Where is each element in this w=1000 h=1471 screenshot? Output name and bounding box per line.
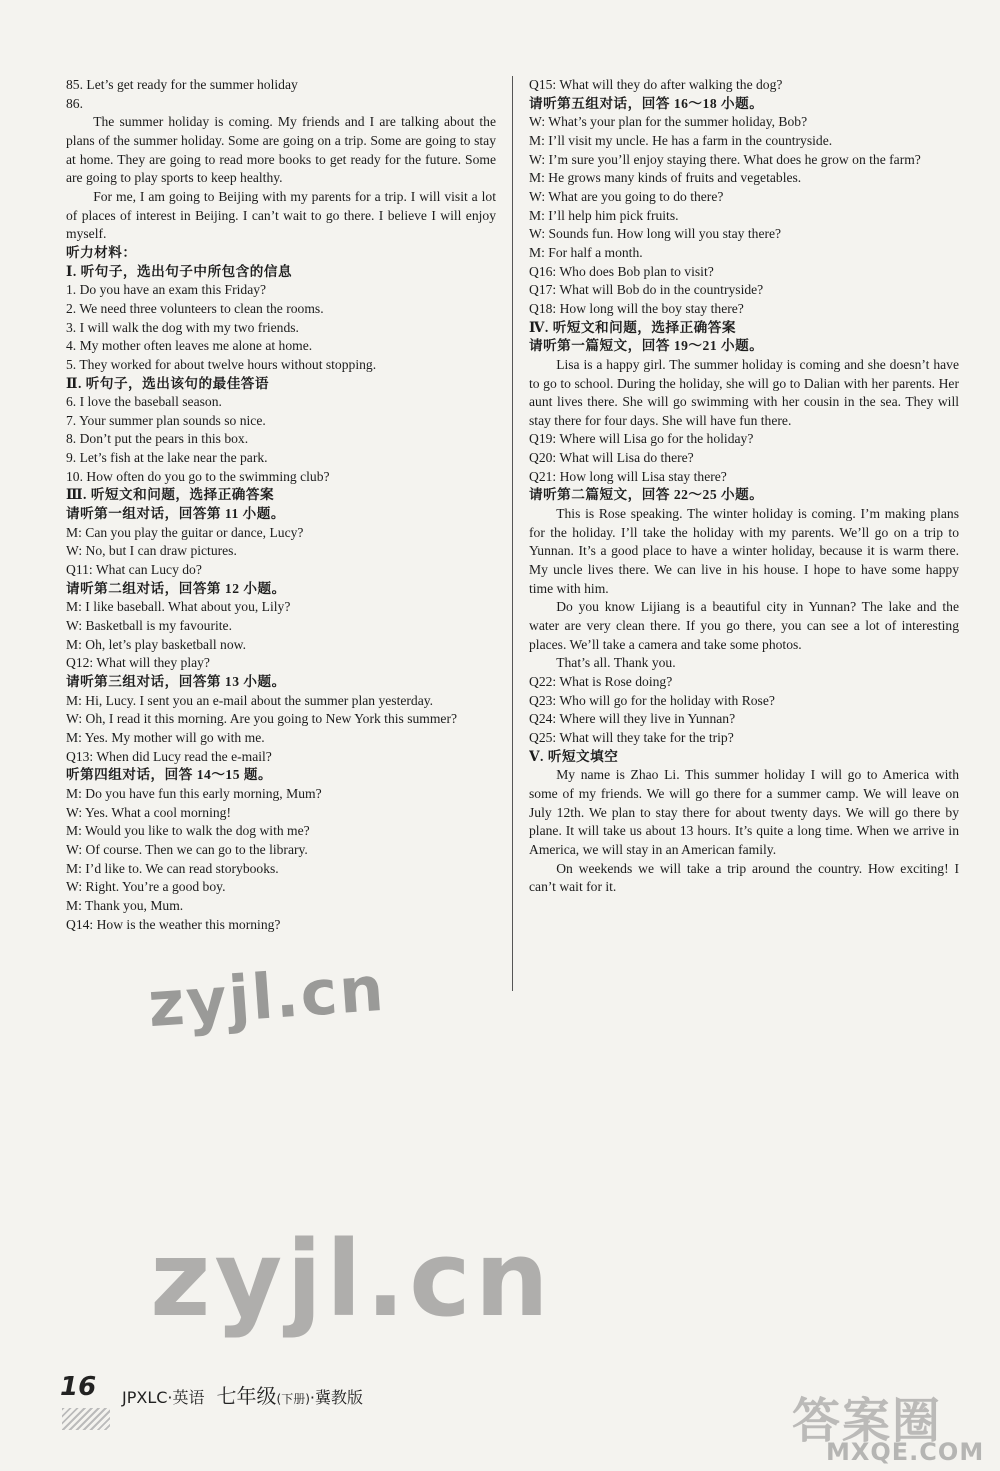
text-line: M: He grows many kinds of fruits and vegetables.	[529, 170, 802, 186]
text-line: Q23: Who will go for the holiday with Rose?	[529, 692, 775, 708]
section-heading: Ⅰ. 听句子，选出句子中所包含的信息	[66, 263, 293, 279]
footer-stripes-decoration	[62, 1408, 110, 1430]
text-line: The summer holiday is coming. My friends and I are talking about the plans of the summer holiday. Some are going on a trip. Some are going to stay at home. They are going to read more books to get ready for the future. Some are going to play sports to keep healthy.	[66, 114, 496, 186]
section-heading: 请听第二篇短文，回答 22～25 小题。	[529, 487, 764, 503]
section-heading: Ⅴ. 听短文填空	[529, 748, 619, 764]
section-heading: 请听第五组对话，回答 16～18 小题。	[529, 95, 764, 111]
section-heading: 请听第三组对话，回答第 13 小题。	[66, 674, 286, 689]
text-line: W: I’m sure you’ll enjoy staying there. What does he grow on the farm?	[529, 151, 921, 167]
text-line: W: Sounds fun. How long will you stay there?	[529, 226, 782, 242]
stamp-cn-text: 答案圈	[792, 1393, 943, 1449]
text-line: 1. Do you have an exam this Friday?	[66, 282, 267, 298]
text-line: M: For half a month.	[529, 244, 643, 260]
text-line: M: Would you like to walk the dog with me?	[66, 823, 310, 839]
text-line: M: I’d like to. We can read storybooks.	[66, 860, 279, 876]
text-line: M: Yes. My mother will go with me.	[66, 729, 265, 745]
text-line: That’s all. Thank you.	[556, 655, 676, 671]
text-line: M: Oh, let’s play basketball now.	[66, 636, 246, 652]
left-column	[66, 76, 496, 934]
section-heading: Ⅲ. 听短文和问题，选择正确答案	[66, 487, 275, 503]
text-line: M: I’ll visit my uncle. He has a farm in the countryside.	[529, 132, 833, 148]
text-line: W: What’s your plan for the summer holiday, Bob?	[529, 114, 808, 130]
text-line: Q20: What will Lisa do there?	[529, 450, 694, 466]
text-line: 8. Don’t put the pears in this box.	[66, 431, 249, 447]
text-line: Q25: What will they take for the trip?	[529, 729, 734, 745]
text-line: Do you know Lijiang is a beautiful city in Yunnan? The lake and the water are very clean there. If you go there, you can see a lot of interesting places. We’ll take a camera and take some photos.	[529, 599, 959, 652]
text-line: M: I like baseball. What about you, Lily?	[66, 599, 291, 615]
text-line: 9. Let’s fish at the lake near the park.	[66, 450, 268, 466]
section-heading: 请听第一组对话，回答第 11 小题。	[66, 506, 285, 522]
text-line: 4. My mother often leaves me alone at home.	[66, 338, 313, 354]
text-line: M: Can you play the guitar or dance, Lucy?	[66, 524, 304, 540]
text-line: M: Do you have fun this early morning, Mum?	[66, 785, 322, 801]
section-heading: 听力材料：	[66, 244, 137, 260]
footer-text	[122, 1380, 363, 1409]
text-line: On weekends we will take a trip around the country. How exciting! I can’t wait for it.	[529, 860, 959, 895]
text-line: Q14: How is the weather this morning?	[66, 916, 281, 932]
section-heading: Ⅳ. 听短文和问题，选择正确答案	[529, 319, 736, 335]
watermark-large: zyjl.cn	[150, 1218, 553, 1340]
text-line: W: Yes. What a cool morning!	[66, 804, 231, 820]
watermark-small: zyjl.cn	[145, 951, 388, 1042]
section-heading: 听第四组对话，回答 14～15 题。	[66, 767, 273, 783]
text-line: Q22: What is Rose doing?	[529, 674, 673, 689]
text-line: 85. Let’s get ready for the summer holiday	[66, 77, 298, 92]
stamp-en-text: MXQE.COM	[826, 1438, 985, 1466]
text-line: Q24: Where will they live in Yunnan?	[529, 711, 736, 727]
text-line: For me, I am going to Beijing with my parents for a trip. I will visit a lot of places of interest in Beijing. I can’t wait to go there. I believe I will enjoy myself.	[66, 188, 496, 242]
text-line: 10. How often do you go to the swimming club?	[66, 468, 330, 484]
text-line: W: No, but I can draw pictures.	[66, 543, 237, 559]
section-heading: 请听第二组对话，回答第 12 小题。	[66, 580, 286, 596]
text-line: W: Right. You’re a good boy.	[66, 879, 226, 895]
text-line: W: Oh, I read it this morning. Are you going to New York this summer?	[66, 711, 458, 727]
site-stamp-logo	[792, 1382, 992, 1467]
footer-edition: ·冀教版	[309, 1388, 363, 1407]
text-line: Q16: Who does Bob plan to visit?	[529, 263, 714, 279]
text-line: M: Thank you, Mum.	[66, 897, 184, 913]
text-line: Q13: When did Lucy read the e-mail?	[66, 748, 272, 764]
text-line: Q18: How long will the boy stay there?	[529, 300, 744, 316]
text-line: Q15: What will they do after walking the dog?	[529, 77, 783, 92]
text-line: 86.	[66, 95, 83, 111]
text-line: W: What are you going to do there?	[529, 188, 724, 204]
right-column	[529, 76, 959, 897]
text-line: 2. We need three volunteers to clean the rooms.	[66, 300, 324, 316]
text-line: M: I’ll help him pick fruits.	[529, 207, 679, 223]
text-line: Q19: Where will Lisa go for the holiday?	[529, 431, 754, 447]
text-line: M: Hi, Lucy. I sent you an e-mail about the summer plan yesterday.	[66, 692, 434, 708]
text-line: Q17: What will Bob do in the countryside?	[529, 282, 764, 298]
section-heading: 请听第一篇短文，回答 19～21 小题。	[529, 338, 764, 354]
section-heading: Ⅱ. 听句子，选出该句的最佳答语	[66, 375, 269, 391]
text-line: 6. I love the baseball season.	[66, 394, 222, 410]
footer-series: JPXLC·英语	[122, 1388, 205, 1407]
text-line: 5. They worked for about twelve hours without stopping.	[66, 356, 377, 372]
page-number: 16	[60, 1372, 97, 1402]
footer-term: (下册)	[276, 1392, 310, 1406]
text-line: My name is Zhao Li. This summer holiday I will go to America with some of my friends. We will go there for a summer camp. We will leave on July 12th. We plan to stay there for about twenty days. We will go there by plane. It will take us about 13 hours. It’s quite a long time. When we arrive in America, we will stay in an American family.	[529, 767, 959, 857]
text-line: This is Rose speaking. The winter holiday is coming. I’m making plans for the holiday. I’ll take the holiday with my parents. We’ll go on a trip to Yunnan. It’s a good place to have a winter holiday, because it is warm there. My uncle lives there. We can live in his house. I hope to have some happy time with him.	[529, 506, 959, 596]
footer-grade: 七年级	[216, 1384, 277, 1408]
text-line: Q12: What will they play?	[66, 655, 210, 671]
text-line: 7. Your summer plan sounds so nice.	[66, 412, 266, 428]
text-line: W: Basketball is my favourite.	[66, 618, 232, 634]
text-line: W: Of course. Then we can go to the library.	[66, 841, 308, 857]
text-line: Lisa is a happy girl. The summer holiday is coming and she doesn’t have to go to school. During the holiday, she will go to Dalian with her parents. Her aunt lives there. She will go swimming with her cousin in the sea. They will stay there for four days. She will have fun there.	[529, 356, 959, 428]
text-line: Q21: How long will Lisa stay there?	[529, 468, 727, 484]
column-divider	[512, 76, 513, 991]
page-footer	[60, 1372, 480, 1432]
text-line: Q11: What can Lucy do?	[66, 562, 202, 578]
text-line: 3. I will walk the dog with my two friends.	[66, 319, 299, 335]
